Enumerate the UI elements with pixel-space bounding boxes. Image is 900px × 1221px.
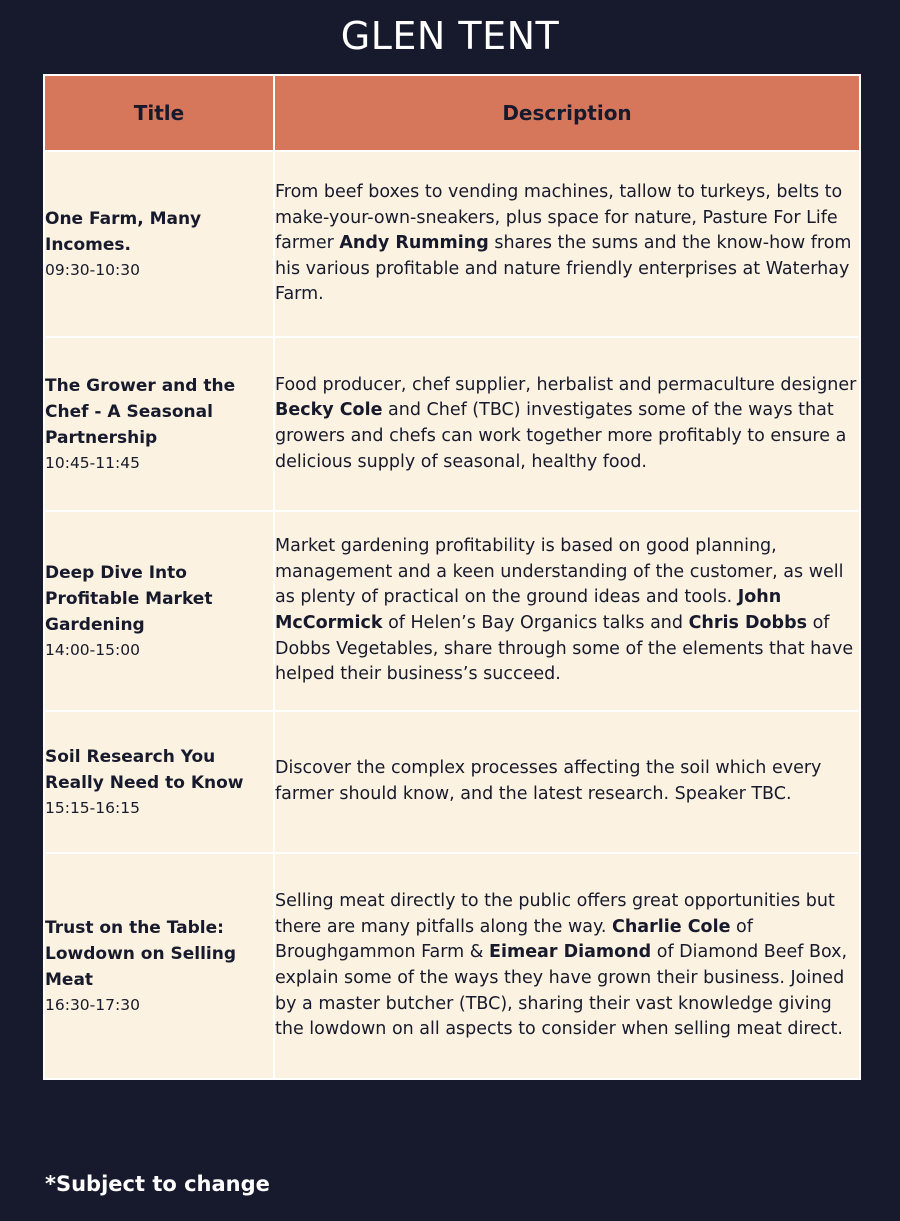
table-row — [44, 511, 860, 711]
session-description-cell — [274, 511, 860, 711]
session-time: 10:45-11:45 — [45, 454, 140, 472]
speaker-name: Charlie Cole — [612, 916, 731, 937]
session-description-cell — [274, 151, 860, 337]
session-title-cell — [44, 337, 274, 511]
speaker-name: Becky Cole — [275, 400, 383, 421]
session-title: Trust on the Table: Lowdown on Selling Meat — [45, 918, 237, 990]
description-text: Food producer, chef supplier, herbalist and permaculture designer — [275, 374, 857, 395]
session-description-cell — [274, 337, 860, 511]
footnote: *Subject to change — [45, 1172, 270, 1196]
description-text: of Helen’s Bay Organics talks and — [382, 613, 689, 633]
description-text: of Dobbs Vegetables, share through some of the elements that have helped their business’s succeed. — [275, 613, 854, 685]
session-description — [275, 534, 859, 688]
session-description — [275, 756, 859, 807]
speaker-name: John McCormick — [275, 587, 782, 633]
table-row — [44, 151, 860, 337]
session-title-cell — [44, 853, 274, 1079]
session-title-cell — [44, 711, 274, 853]
session-description — [275, 180, 859, 308]
session-title: The Grower and the Chef - A Seasonal Partnership — [45, 376, 236, 448]
description-text: From beef boxes to vending machines, tallow to turkeys, belts to make-your-own-sneakers, plus space for nature, Pasture For Life farmer — [275, 182, 843, 254]
session-time: 16:30-17:30 — [45, 996, 140, 1014]
session-description — [275, 373, 859, 475]
session-title-cell — [44, 151, 274, 337]
column-header-description: Description — [274, 75, 860, 151]
session-title: Soil Research You Really Need to Know — [45, 747, 244, 793]
speaker-name: Chris Dobbs — [688, 613, 808, 633]
table-row — [44, 711, 860, 853]
description-text: of Diamond Beef Box, explain some of the ways they have grown their business. Joined by a master butcher (TBC), sharing their vast knowledge giving the lowdown on all aspects to consider when selling meat direct. — [275, 942, 848, 1040]
session-time: 15:15-16:15 — [45, 799, 140, 817]
description-text: of Broughgammon Farm & — [275, 916, 753, 963]
session-title-cell — [44, 511, 274, 711]
description-text: shares the sums and the know-how from his various profitable and nature friendly enterprises at Waterhay Farm. — [275, 233, 852, 305]
schedule-table — [43, 74, 861, 1080]
session-title: One Farm, Many Incomes. — [45, 209, 202, 255]
description-text: Discover the complex processes affecting the soil which every farmer should know, and the latest research. Speaker TBC. — [275, 758, 822, 804]
page-title: GLEN TENT — [340, 14, 560, 58]
column-header-title: Title — [44, 75, 274, 151]
description-text: Market gardening profitability is based on good planning, management and a keen understanding of the customer, as well as plenty of practical on the ground ideas and tools. — [275, 536, 844, 608]
description-text: and Chef (TBC) investigates some of the ways that growers and chefs can work together more profitably to ensure a delicious supply of seasonal, healthy food. — [275, 400, 847, 472]
table-header-row — [44, 75, 860, 151]
session-time: 09:30-10:30 — [45, 261, 140, 279]
session-title: Deep Dive Into Profitable Market Gardening — [45, 563, 213, 635]
description-text: Selling meat directly to the public offers great opportunities but there are many pitfalls along the way. — [275, 891, 835, 937]
table-row — [44, 853, 860, 1079]
session-description — [275, 889, 859, 1043]
session-time: 14:00-15:00 — [45, 641, 140, 659]
table-row — [44, 337, 860, 511]
session-description-cell — [274, 711, 860, 853]
speaker-name: Andy Rumming — [339, 233, 489, 254]
session-description-cell — [274, 853, 860, 1079]
speaker-name: Eimear Diamond — [489, 942, 652, 963]
